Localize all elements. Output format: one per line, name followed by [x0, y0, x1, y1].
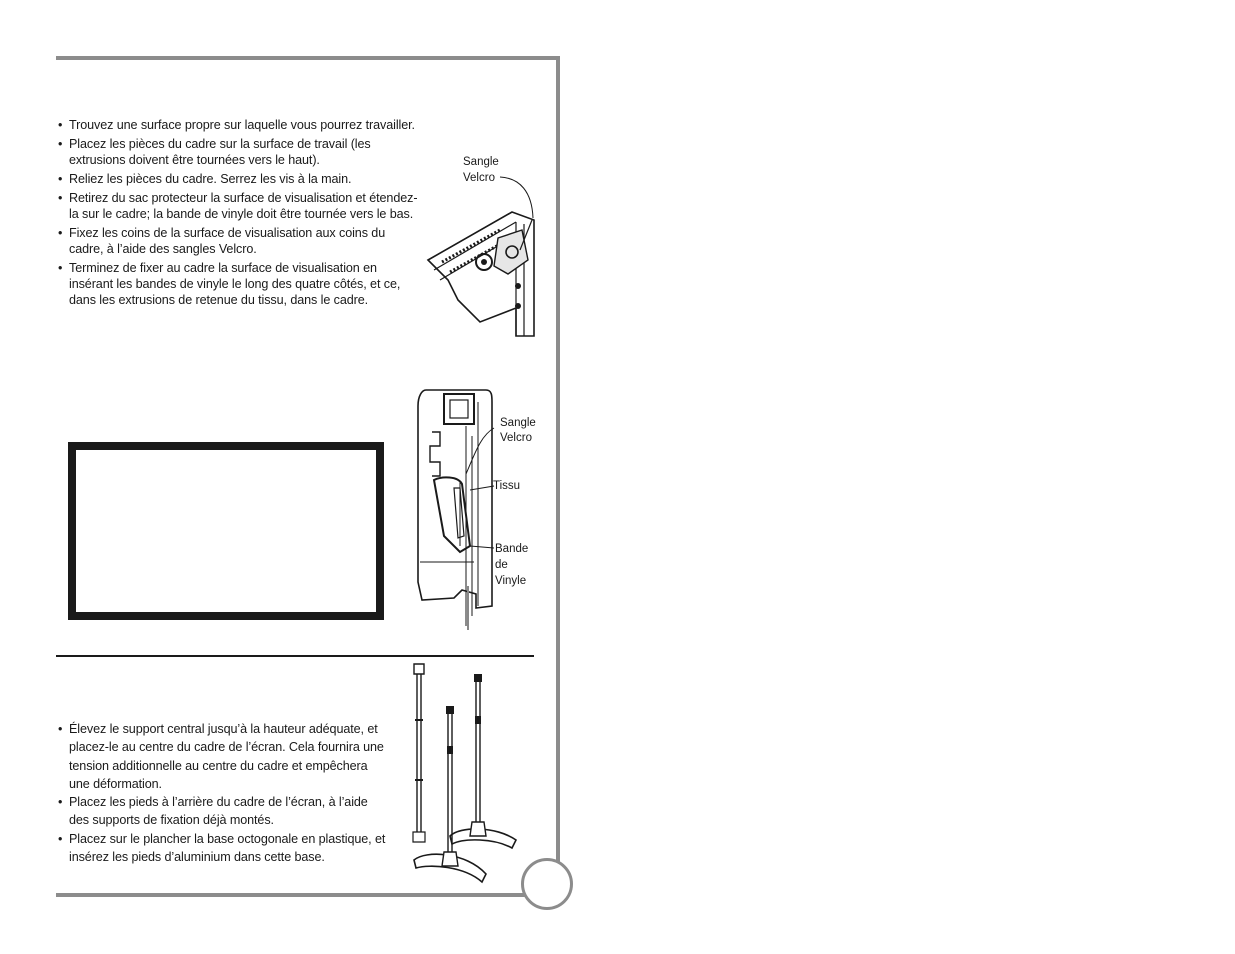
- support-stands-illustration: [408, 660, 524, 890]
- assembly-step: • Fixez les coins de la surface de visualisation aux coins du cadre, à l’aide des sangles Velcro.: [56, 225, 418, 257]
- stand-instructions: [56, 720, 391, 866]
- stand-step: • Élevez le support central jusqu’à la hauteur adéquate, et placez-le au centre du cadre de l’écran. Cela fournira une tension additionnelle au centre du cadre et empêchera une déformation.: [56, 720, 391, 793]
- frame-cross-section-illustration: [414, 386, 498, 630]
- assembly-step: • Terminez de fixer au cadre la surface de visualisation en insérant les bandes de vinyle le long des quatre côtés, et ce, dans les extrusions de retenue du tissu, dans le cadre.: [56, 260, 418, 308]
- page-number-circle: [521, 858, 573, 910]
- corner-figure-label: Sangle Velcro: [463, 156, 499, 184]
- assembly-step: • Trouvez une surface propre sur laquelle vous pourrez travailler.: [56, 117, 418, 133]
- cross-section-fabric-label: Tissu: [493, 480, 521, 492]
- frame-corner-illustration: [420, 160, 540, 340]
- page-border-top: [56, 56, 560, 60]
- screen-frame-illustration: [68, 442, 384, 620]
- section-divider: [56, 655, 534, 657]
- assembly-step: • Retirez du sac protecteur la surface de visualisation et étendez-la sur le cadre; la bande de vinyle doit être tournée vers le bas.: [56, 190, 418, 222]
- cross-section-vinyl-label: Bande de Vinyle: [495, 543, 529, 587]
- stand-step: • Placez les pieds à l’arrière du cadre de l’écran, à l’aide des supports de fixation déjà montés.: [56, 793, 391, 830]
- stand-step: • Placez sur le plancher la base octogonale en plastique, et insérez les pieds d’aluminium dans cette base.: [56, 830, 391, 867]
- page-border-bottom: [56, 893, 526, 897]
- page-border-right: [556, 56, 560, 871]
- assembly-instructions: [56, 117, 418, 311]
- cross-section-strap-label: Sangle Velcro: [500, 417, 536, 444]
- assembly-step: • Placez les pièces du cadre sur la surface de travail (les extrusions doivent être tournées vers le haut).: [56, 136, 418, 168]
- assembly-step: • Reliez les pièces du cadre. Serrez les vis à la main.: [56, 171, 418, 187]
